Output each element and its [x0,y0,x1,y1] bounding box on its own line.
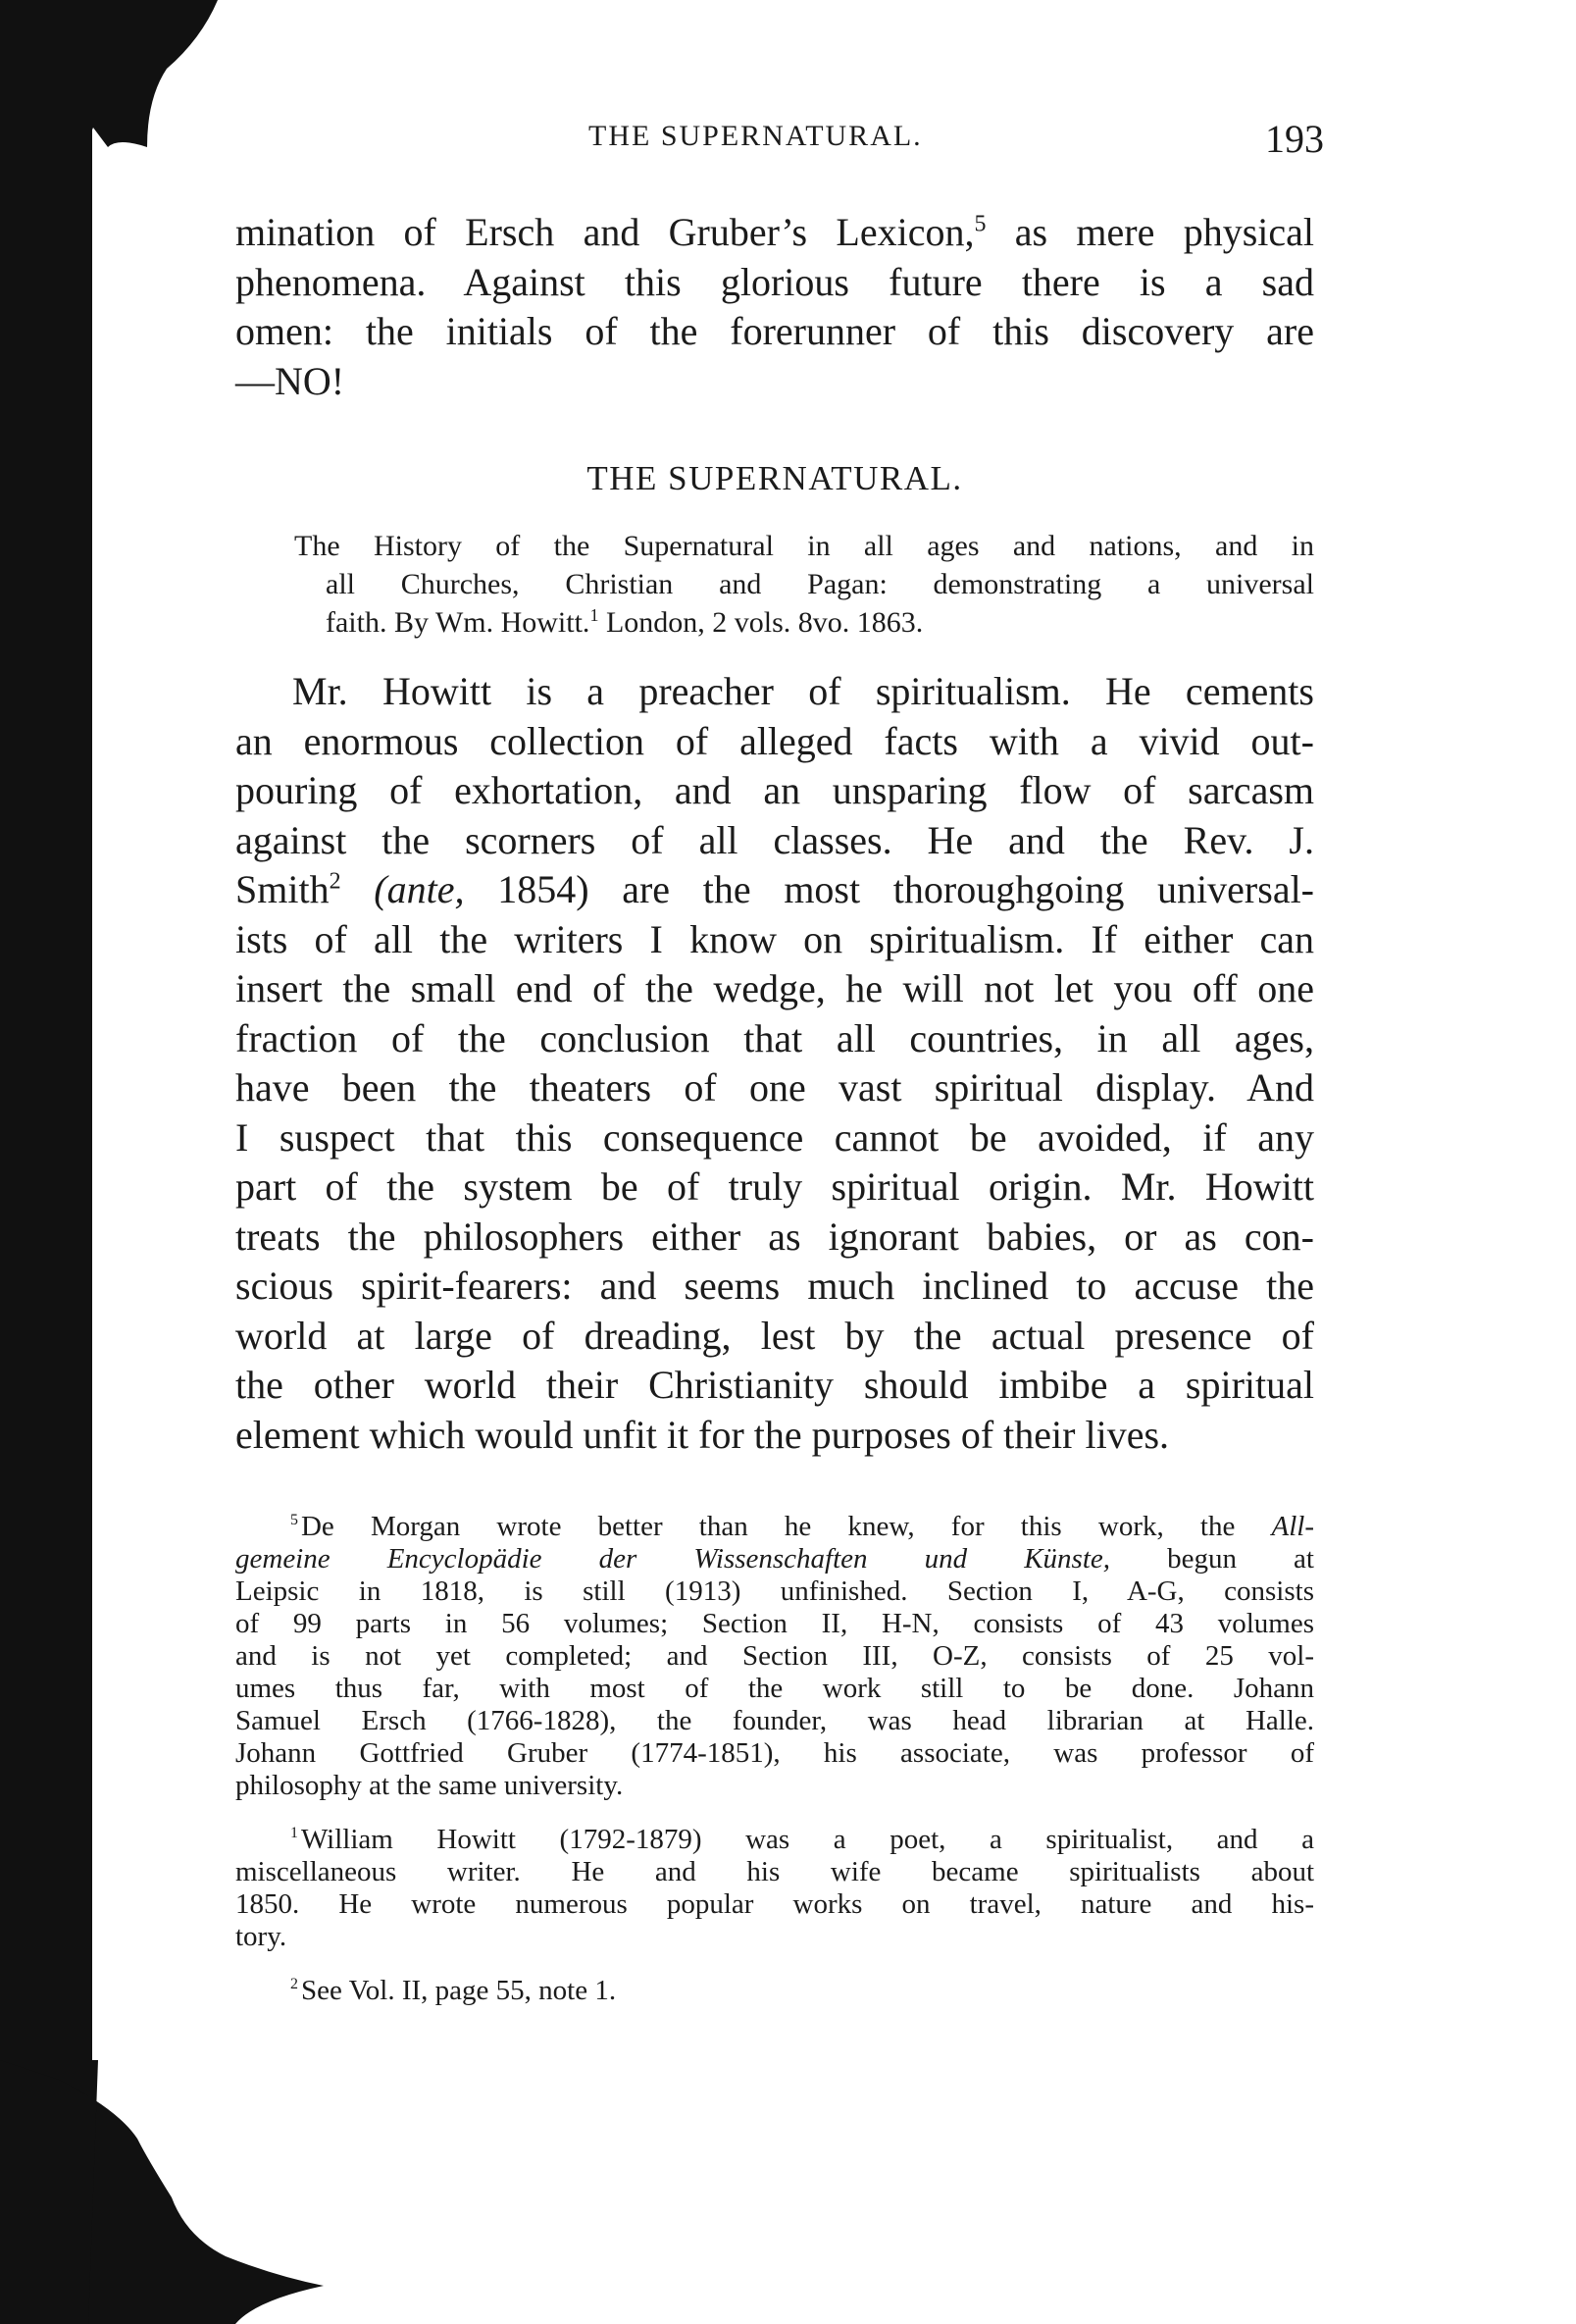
footnote-line: $^2$ See Vol. II, page 55, note 1. [290,1975,617,2006]
source-line: The History of the Supernatural in all ages and nations, and in [294,530,1314,562]
text-line: against the scorners of all classes. He and the Rev. J. [235,817,1314,862]
footnote-marker: 2 [290,1976,298,1993]
footnote-ref: 1 [589,605,599,625]
text-line: an enormous collection of alleged facts with a vivid out- [235,718,1314,763]
text-line: world at large of dreading, lest by the actual presence of [235,1313,1314,1358]
footnote-line: 1850. He wrote numerous popular works on travel, nature and his- [235,1888,1314,1920]
footnote-line: and is not yet completed; and Section III, O-Z, consists of 25 vol- [235,1640,1314,1672]
text-line: fraction of the conclusion that all countries, in all ages, [235,1015,1314,1060]
footnote-line: umes thus far, with most of the work still to be done. Johann [235,1673,1314,1704]
page-number: 193 [1265,117,1324,161]
footnote-2 [235,1975,1314,2007]
footnote-line: $^1$ William Howitt (1792-1879) was a poet, a spiritualist, and a [290,1824,1314,1855]
text-line: scious spirit-fearers: and seems much inclined to accuse the [235,1264,1314,1308]
text-line: part of the system be of truly spiritual origin. Mr. Howitt [235,1164,1314,1209]
footnote-5 [235,1511,1314,1802]
footnote-line: $^5$ De Morgan wrote better than he knew, for this work, the All- [290,1511,1314,1542]
footnote-line: Samuel Ersch (1766-1828), the founder, was head librarian at Halle. [235,1705,1314,1736]
footnote-line: miscellaneous writer. He and his wife became spiritualists about [235,1856,1314,1887]
text-line: mination of Ersch and Gruber’s Lexicon,$^5$ as mere physical [235,210,1314,254]
footnote-ref: 2 [329,868,341,895]
text-line: Smith$^2$ (ante, 1854) are the most thoroughgoing universal- [235,867,1314,911]
text-line: omen: the initials of the forerunner of this discovery are [235,309,1314,353]
text-line: pouring of exhortation, and an unsparing flow of sarcasm [235,768,1314,812]
running-title: THE SUPERNATURAL. [588,120,923,152]
section-heading: THE SUPERNATURAL. [586,459,963,497]
footnote-line: philosophy at the same university. [235,1770,624,1801]
footnote-marker: 1 [290,1825,298,1842]
main-paragraph [235,667,1314,1460]
footnote-line: tory. [235,1921,287,1952]
running-head [588,116,1334,165]
review-source [294,527,1314,642]
footnote-line: gemeine Encyclopädie der Wissenschaften und Künste, begun at [235,1543,1314,1575]
footnote-line: of 99 parts in 56 volumes; Section II, H-N, consists of 43 volumes [235,1608,1314,1639]
source-line: faith. By Wm. Howitt.$^1$ London, 2 vols. 8vo. 1863. [326,605,924,639]
footnote-marker: 5 [290,1512,298,1529]
continued-paragraph [235,208,1314,406]
text-line: have been the theaters of one vast spiritual display. And [235,1065,1314,1110]
footnote-line: Johann Gottfried Gruber (1774-1851), his associate, was professor of [235,1737,1314,1769]
text-line: the other world their Christianity should imbibe a spiritual [235,1363,1314,1407]
text-line: treats the philosophers either as ignorant babies, or as con- [235,1214,1314,1259]
text-line: ists of all the writers I know on spiritualism. If either can [235,916,1314,961]
text-line: element which would unfit it for the purposes of their lives. [235,1412,1170,1457]
text-line: —NO! [235,358,345,403]
footnote-ref: 5 [974,211,987,237]
text-line: I suspect that this consequence cannot be avoided, if any [235,1114,1314,1160]
footnotes [235,1511,1314,2029]
footnote-1 [235,1824,1314,1953]
text-line: insert the small end of the wedge, he will not let you off one [235,966,1314,1010]
source-line: all Churches, Christian and Pagan: demonstrating a universal [326,568,1314,600]
text-line: phenomena. Against this glorious future there is a sad [235,259,1314,304]
text-line: Mr. Howitt is a preacher of spiritualism. He cements [292,669,1314,713]
footnote-line: Leipsic in 1818, is still (1913) unfinished. Section I, A-G, consists [235,1575,1314,1607]
